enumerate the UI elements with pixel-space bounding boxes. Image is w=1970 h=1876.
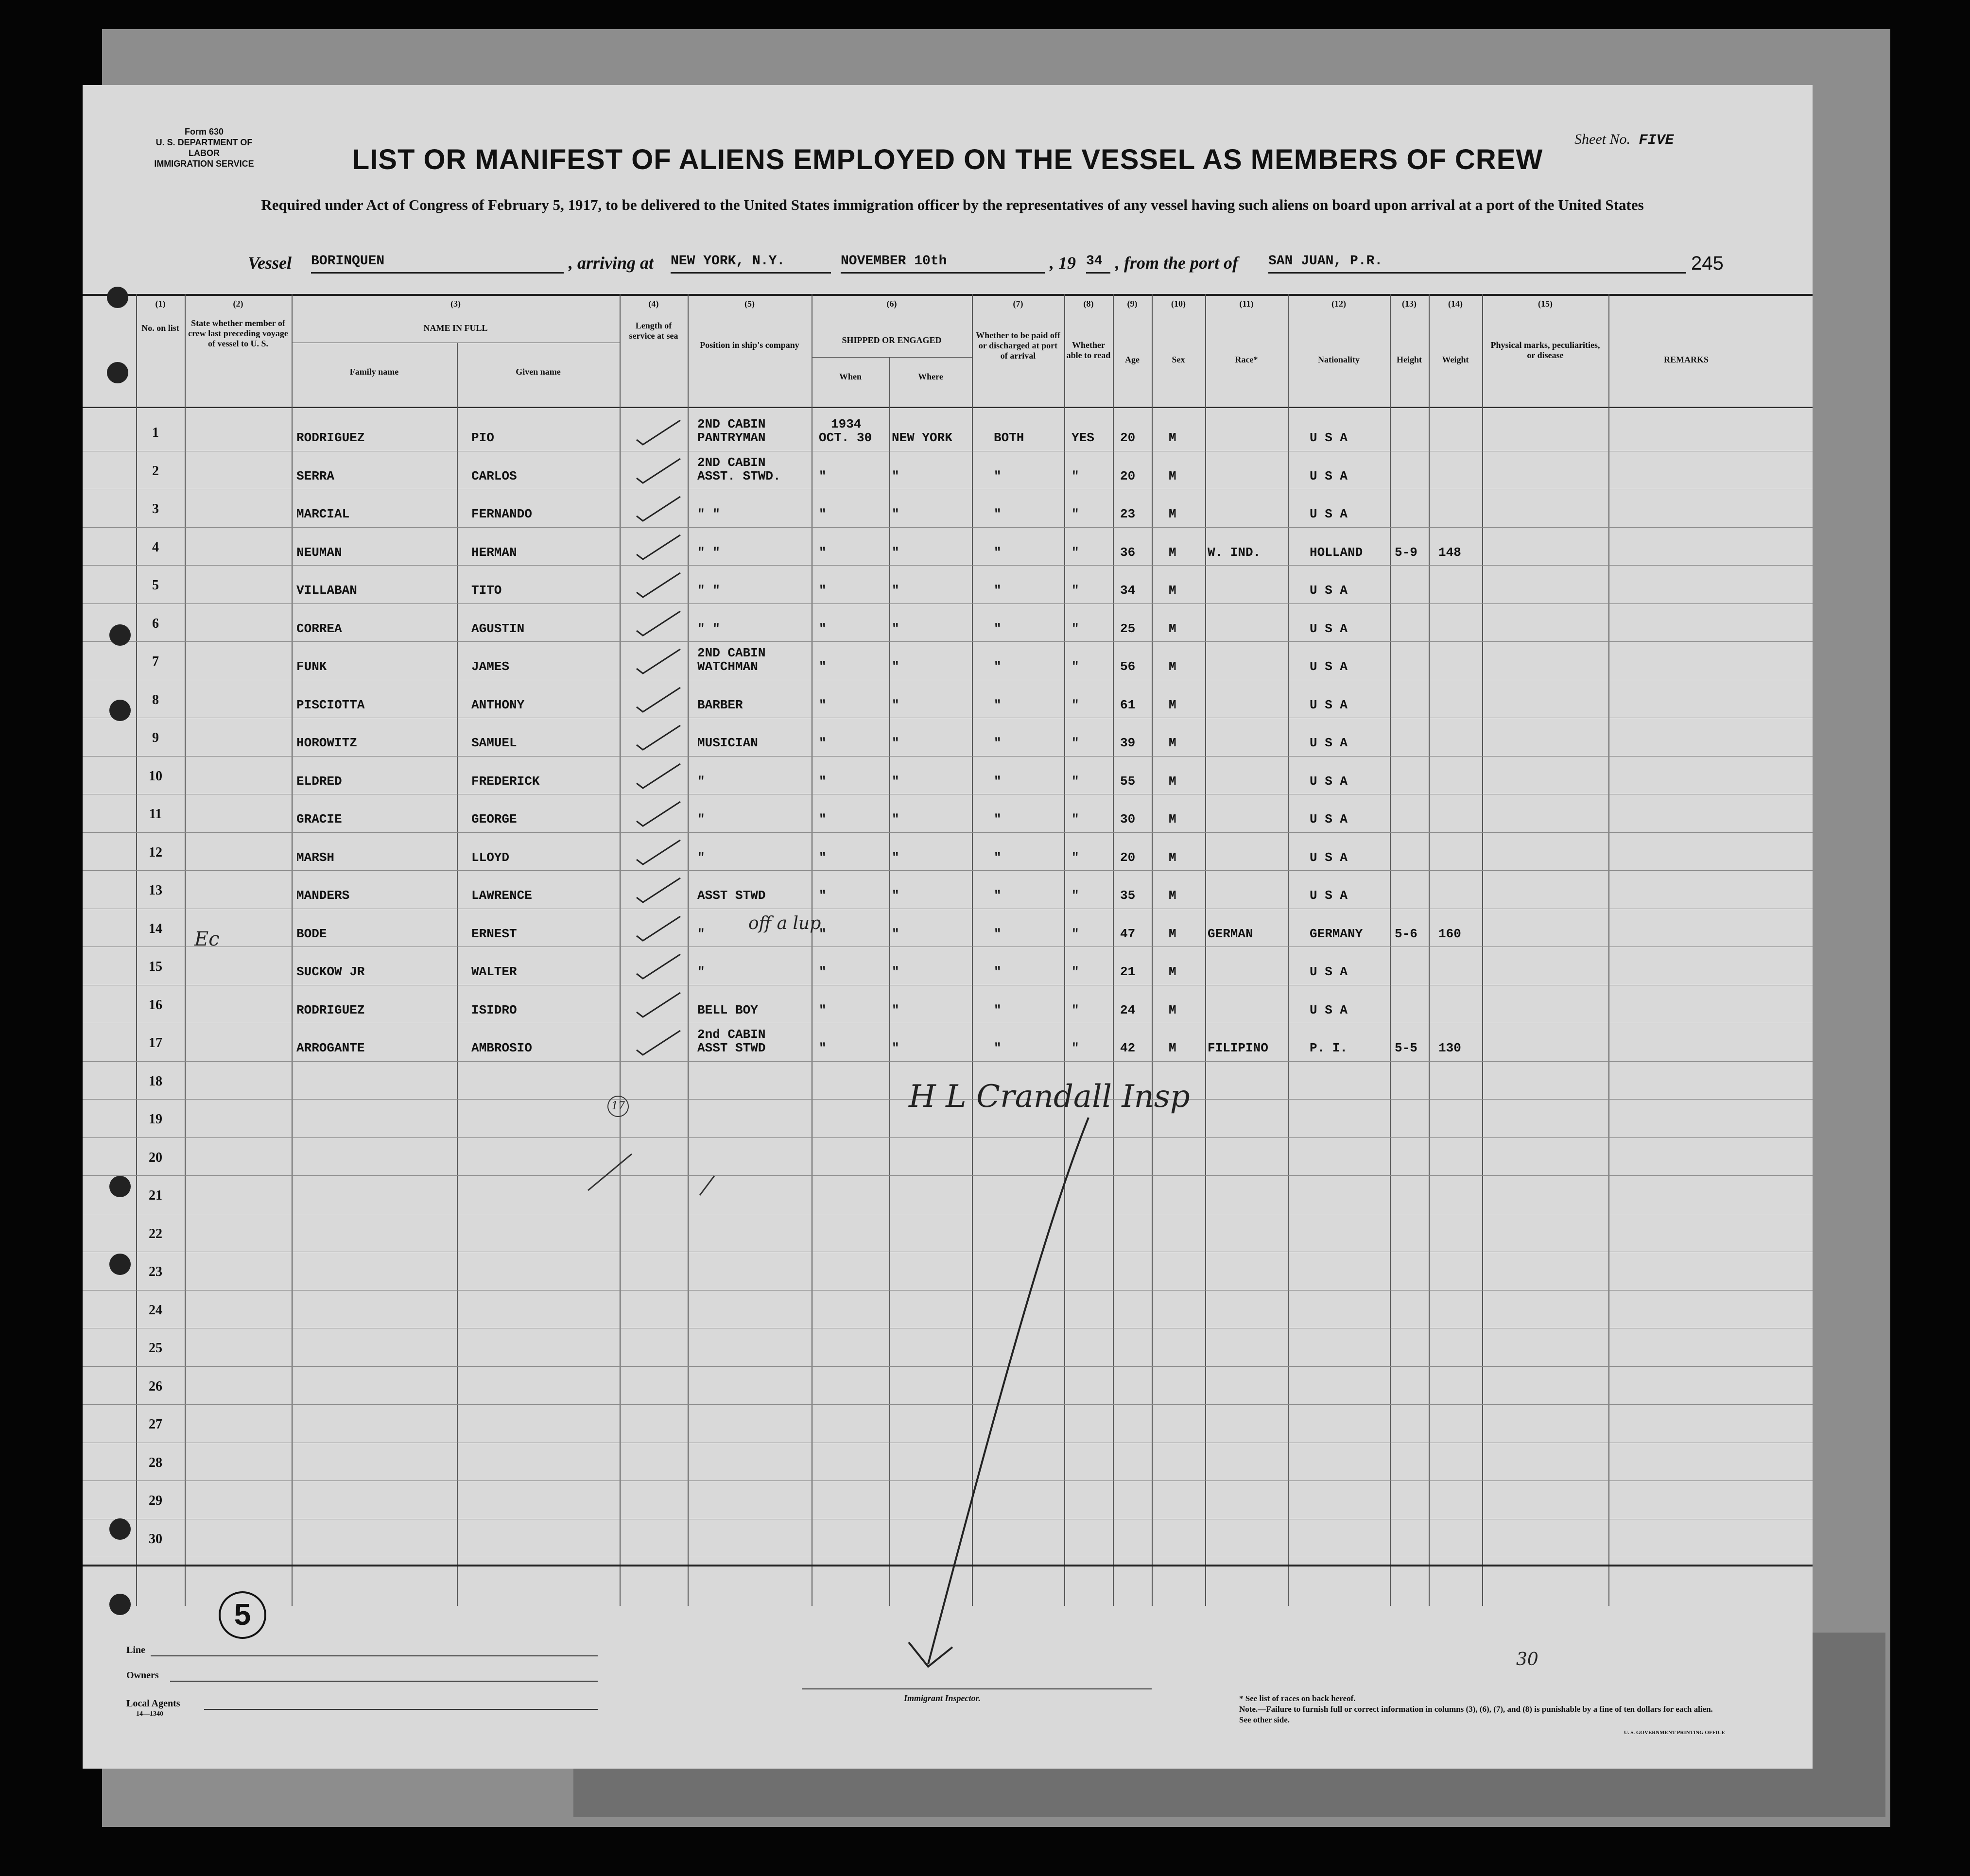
- row-number: 16: [149, 997, 162, 1013]
- nationality: U S A: [1310, 964, 1348, 979]
- manifest-form: [83, 85, 1813, 1769]
- row-number: 23: [149, 1264, 162, 1279]
- vessel-label: Vessel: [248, 253, 292, 273]
- paid-off: ": [994, 812, 1002, 826]
- owners-underline: [170, 1681, 598, 1682]
- agents-form-code: 14—1340: [136, 1710, 163, 1718]
- shipped-where: NEW YORK: [892, 430, 952, 445]
- family-name: ELDRED: [296, 774, 342, 789]
- family-name: MARSH: [296, 850, 335, 865]
- paid-off: ": [994, 1002, 1002, 1017]
- sex: M: [1169, 659, 1176, 674]
- able-to-read: YES: [1071, 430, 1094, 445]
- col9-number: (9): [1127, 299, 1138, 309]
- position-line1: 2ND CABIN: [697, 417, 766, 431]
- nationality: U S A: [1310, 621, 1348, 636]
- paid-off: ": [994, 507, 1002, 521]
- col3b-header: Given name: [516, 367, 561, 377]
- family-name: NEUMAN: [296, 545, 342, 560]
- sex: M: [1169, 621, 1176, 636]
- binder-hole: [109, 700, 131, 721]
- shipped-when: ": [819, 812, 827, 826]
- nationality: U S A: [1310, 774, 1348, 789]
- age: 20: [1120, 850, 1136, 865]
- position: ": [697, 774, 705, 789]
- age: 20: [1120, 430, 1136, 445]
- family-name: RODRIGUEZ: [296, 1002, 365, 1017]
- col6b-header: Where: [918, 372, 943, 381]
- nationality: P. I.: [1310, 1041, 1348, 1055]
- row-number: 27: [149, 1417, 162, 1432]
- position-line1: 2ND CABIN: [697, 455, 766, 470]
- shipped-when: ": [819, 1002, 827, 1017]
- binder-hole: [109, 1254, 131, 1275]
- col8-number: (8): [1083, 299, 1094, 309]
- printer-mark: U. S. GOVERNMENT PRINTING OFFICE: [1624, 1730, 1725, 1736]
- col1-header: No. on list: [141, 323, 179, 333]
- row-number: 2: [152, 463, 159, 479]
- able-to-read: ": [1071, 812, 1079, 826]
- col4-header: Length of service at sea: [629, 321, 678, 341]
- able-to-read: ": [1071, 545, 1079, 560]
- race: FILIPINO: [1208, 1041, 1268, 1055]
- col7-header: Whether to be paid off or discharged at port of arrival: [976, 330, 1060, 361]
- row-number: 19: [149, 1112, 162, 1127]
- weight: 160: [1438, 926, 1461, 941]
- family-name: PISCIOTTA: [296, 697, 365, 712]
- small-circled-number: 17: [607, 1096, 629, 1117]
- weight: 130: [1438, 1041, 1461, 1055]
- shipped-where: ": [892, 888, 899, 903]
- binder-hole: [109, 1518, 131, 1540]
- family-name: HOROWITZ: [296, 736, 357, 750]
- nationality: U S A: [1310, 850, 1348, 865]
- binder-hole: [109, 1176, 131, 1197]
- able-to-read: ": [1071, 1002, 1079, 1017]
- shipped-where: ": [892, 659, 899, 674]
- row-number: 4: [152, 539, 159, 555]
- paid-off: ": [994, 926, 1002, 941]
- col15-header: Physical marks, peculiarities, or disease: [1490, 340, 1600, 360]
- position: BARBER: [697, 697, 743, 712]
- given-name: LLOYD: [471, 850, 510, 865]
- col2-header: State whether member of crew last preceding voyage of vessel to U. S.: [188, 318, 288, 348]
- page-number: 245: [1691, 253, 1724, 274]
- given-name: FREDERICK: [471, 774, 540, 789]
- given-name: PIO: [471, 430, 494, 445]
- able-to-read: ": [1071, 888, 1079, 903]
- age: 42: [1120, 1041, 1136, 1055]
- form-subtitle: Required under Act of Congress of February 5, 1917, to be delivered to the United States immigration officer by the representatives of any vessel having such aliens on board upon arrival at a port of the United States: [261, 196, 1644, 213]
- row14-voyage-note: Ec: [194, 928, 220, 950]
- col11-number: (11): [1239, 299, 1254, 309]
- paid-off: ": [994, 545, 1002, 560]
- col4-number: (4): [648, 299, 659, 309]
- line-underline: [151, 1655, 598, 1656]
- arriving-label: , arriving at: [569, 253, 654, 273]
- shipped-when: ": [819, 583, 827, 598]
- arrival-date: NOVEMBER 10th: [841, 254, 1045, 274]
- row-number: 24: [149, 1302, 162, 1318]
- col16-header: REMARKS: [1663, 355, 1709, 364]
- given-name: HERMAN: [471, 545, 517, 560]
- nationality: U S A: [1310, 812, 1348, 826]
- nationality: HOLLAND: [1310, 545, 1363, 560]
- col11-header: Race*: [1235, 355, 1258, 364]
- col3-header: NAME IN FULL: [423, 323, 488, 333]
- shipped-when: ": [819, 697, 827, 712]
- shipped-where: ": [892, 583, 899, 598]
- col9-header: Age: [1125, 355, 1140, 364]
- sex: M: [1169, 850, 1176, 865]
- position: BELL BOY: [697, 1002, 758, 1017]
- inspector-label: Immigrant Inspector.: [904, 1693, 981, 1703]
- from-value: SAN JUAN, P.R.: [1268, 254, 1686, 274]
- given-name: ISIDRO: [471, 1002, 517, 1017]
- sex: M: [1169, 468, 1176, 483]
- family-name: MANDERS: [296, 888, 350, 903]
- paid-off: ": [994, 888, 1002, 903]
- bottom-tally: 30: [1516, 1650, 1538, 1669]
- paid-off: ": [994, 1041, 1002, 1055]
- shipped-when: ": [819, 621, 827, 636]
- sheet-value: FIVE: [1639, 132, 1674, 149]
- shipped-where: ": [892, 964, 899, 979]
- position: ": [697, 964, 705, 979]
- shipped-where: ": [892, 736, 899, 750]
- line-label: Line: [126, 1645, 145, 1655]
- family-name: SERRA: [296, 468, 335, 483]
- age: 36: [1120, 545, 1136, 560]
- row-number: 29: [149, 1493, 162, 1508]
- binder-hole: [109, 624, 131, 646]
- able-to-read: ": [1071, 964, 1079, 979]
- shipped-when: ": [819, 659, 827, 674]
- able-to-read: ": [1071, 507, 1079, 521]
- paid-off: ": [994, 964, 1002, 979]
- shipped-where: ": [892, 697, 899, 712]
- arriving-value: NEW YORK, N.Y.: [671, 254, 831, 274]
- nationality: U S A: [1310, 430, 1348, 445]
- family-name: MARCIAL: [296, 507, 350, 521]
- shipped-where: ": [892, 1002, 899, 1017]
- sheet-circle-number: 5: [219, 1591, 266, 1639]
- family-name: RODRIGUEZ: [296, 430, 365, 445]
- col10-number: (10): [1171, 299, 1186, 309]
- row-number: 14: [149, 921, 162, 936]
- family-name: ARROGANTE: [296, 1041, 365, 1055]
- col10-header: Sex: [1172, 355, 1185, 364]
- row-number: 11: [149, 807, 162, 822]
- paid-off: ": [994, 468, 1002, 483]
- col2-number: (2): [233, 299, 243, 309]
- age: 47: [1120, 926, 1136, 941]
- given-name: ERNEST: [471, 926, 517, 941]
- col6a-header: When: [839, 372, 862, 381]
- height: 5-9: [1395, 545, 1417, 560]
- sex: M: [1169, 697, 1176, 712]
- able-to-read: ": [1071, 659, 1079, 674]
- shipped-when: ": [819, 507, 827, 521]
- shipped-when: ": [819, 964, 827, 979]
- row-number: 9: [152, 730, 159, 745]
- row-number: 26: [149, 1378, 162, 1394]
- sex: M: [1169, 583, 1176, 598]
- inspector-underline: [802, 1688, 1152, 1689]
- row-number: 3: [152, 501, 159, 516]
- able-to-read: ": [1071, 468, 1079, 483]
- paid-off: ": [994, 774, 1002, 789]
- position: WATCHMAN: [697, 659, 758, 674]
- given-name: SAMUEL: [471, 736, 517, 750]
- paid-off: BOTH: [994, 430, 1024, 445]
- shipped-where: ": [892, 774, 899, 789]
- nationality: U S A: [1310, 468, 1348, 483]
- shipped-when: ": [819, 888, 827, 903]
- col12-header: Nationality: [1317, 355, 1360, 364]
- family-name: VILLABAN: [296, 583, 357, 598]
- agents-label: Local Agents: [126, 1698, 180, 1709]
- binder-hole: [107, 362, 128, 383]
- col8-header: Whether able to read: [1066, 340, 1111, 360]
- family-name: FUNK: [296, 659, 327, 674]
- nationality: U S A: [1310, 736, 1348, 750]
- sex: M: [1169, 1041, 1176, 1055]
- shipped-where: ": [892, 812, 899, 826]
- row-number: 12: [149, 844, 162, 860]
- shipped-where: ": [892, 468, 899, 483]
- paid-off: ": [994, 697, 1002, 712]
- col14-header: Weight: [1442, 355, 1469, 364]
- row-number: 25: [149, 1341, 162, 1356]
- row-number: 22: [149, 1226, 162, 1241]
- family-name: SUCKOW JR: [296, 964, 365, 979]
- row-number: 18: [149, 1073, 162, 1089]
- age: 56: [1120, 659, 1136, 674]
- able-to-read: ": [1071, 774, 1079, 789]
- given-name: CARLOS: [471, 468, 517, 483]
- position: " ": [697, 583, 720, 598]
- age: 61: [1120, 697, 1136, 712]
- sex: M: [1169, 812, 1176, 826]
- shipped-when: OCT. 30: [819, 430, 872, 445]
- age: 55: [1120, 774, 1136, 789]
- col3-number: (3): [450, 299, 461, 309]
- position: MUSICIAN: [697, 736, 758, 750]
- sex: M: [1169, 545, 1176, 560]
- col13-number: (13): [1402, 299, 1417, 309]
- vessel-value: BORINQUEN: [311, 254, 564, 274]
- family-name: GRACIE: [296, 812, 342, 826]
- age: 30: [1120, 812, 1136, 826]
- sex: M: [1169, 736, 1176, 750]
- col14-number: (14): [1448, 299, 1463, 309]
- row-number: 5: [152, 578, 159, 593]
- row-number: 10: [149, 768, 162, 784]
- given-name: ANTHONY: [471, 697, 525, 712]
- row-number: 17: [149, 1035, 162, 1050]
- given-name: LAWRENCE: [471, 888, 532, 903]
- given-name: WALTER: [471, 964, 517, 979]
- col15-number: (15): [1538, 299, 1553, 309]
- col12-number: (12): [1331, 299, 1346, 309]
- row14-position-note: off a lup: [748, 913, 821, 933]
- shipped-when: ": [819, 850, 827, 865]
- position: ": [697, 926, 705, 941]
- able-to-read: ": [1071, 697, 1079, 712]
- position-line1: 2nd CABIN: [697, 1027, 766, 1042]
- row-number: 6: [152, 616, 159, 631]
- nationality: U S A: [1310, 1002, 1348, 1017]
- able-to-read: ": [1071, 926, 1079, 941]
- row-number: 15: [149, 959, 162, 974]
- year-value: 34: [1086, 254, 1110, 274]
- sex: M: [1169, 1002, 1176, 1017]
- penalty-note: Note.—Failure to furnish full or correct information in columns (3), (6), (7), and (8) is punishable by a fine of ten dollars for each alien. See other side.: [1239, 1704, 1713, 1724]
- binder-hole: [107, 287, 128, 308]
- paid-off: ": [994, 736, 1002, 750]
- from-label: , from the port of: [1115, 253, 1239, 273]
- sex: M: [1169, 926, 1176, 941]
- age: 34: [1120, 583, 1136, 598]
- shipped-where: ": [892, 621, 899, 636]
- nationality: GERMANY: [1310, 926, 1363, 941]
- age: 39: [1120, 736, 1136, 750]
- position: ASST STWD: [697, 888, 766, 903]
- age: 23: [1120, 507, 1136, 521]
- race: GERMAN: [1208, 926, 1253, 941]
- sex: M: [1169, 964, 1176, 979]
- col6-header: SHIPPED OR ENGAGED: [842, 335, 942, 345]
- paid-off: ": [994, 850, 1002, 865]
- able-to-read: ": [1071, 850, 1079, 865]
- given-name: AMBROSIO: [471, 1041, 532, 1055]
- col13-header: Height: [1397, 355, 1422, 364]
- row-number: 20: [149, 1150, 162, 1165]
- position: ASST. STWD.: [697, 468, 781, 483]
- age: 35: [1120, 888, 1136, 903]
- shipped-when: ": [819, 736, 827, 750]
- sheet-label: Sheet No.: [1574, 131, 1630, 147]
- form-title: LIST OR MANIFEST OF ALIENS EMPLOYED ON THE VESSEL AS MEMBERS OF CREW: [352, 144, 1543, 175]
- able-to-read: ": [1071, 621, 1079, 636]
- year-label: , 19: [1050, 253, 1076, 273]
- binder-hole: [109, 1594, 131, 1615]
- col5-header: Position in ship's company: [700, 340, 799, 350]
- position: ": [697, 850, 705, 865]
- height: 5-6: [1395, 926, 1417, 941]
- col1-number: (1): [155, 299, 166, 309]
- age: 25: [1120, 621, 1136, 636]
- paid-off: ": [994, 583, 1002, 598]
- row-number: 13: [149, 883, 162, 898]
- inspector-signature: H L Crandall Insp: [909, 1079, 1190, 1115]
- sex: M: [1169, 888, 1176, 903]
- col6-number: (6): [886, 299, 897, 309]
- col3a-header: Family name: [349, 367, 399, 377]
- position: PANTRYMAN: [697, 430, 766, 445]
- owners-label: Owners: [126, 1670, 159, 1681]
- given-name: AGUSTIN: [471, 621, 525, 636]
- agents-underline: [204, 1709, 598, 1710]
- shipped-when: ": [819, 926, 827, 941]
- row-number: 1: [152, 425, 159, 440]
- given-name: TITO: [471, 583, 502, 598]
- given-name: JAMES: [471, 659, 510, 674]
- shipped-where: ": [892, 1041, 899, 1055]
- row-number: 21: [149, 1188, 162, 1203]
- position: ": [697, 812, 705, 826]
- row-number: 28: [149, 1455, 162, 1470]
- row-number: 7: [152, 654, 159, 669]
- shipped-where: ": [892, 507, 899, 521]
- position: " ": [697, 545, 720, 560]
- annotation-marks: [83, 85, 1813, 1769]
- given-name: GEORGE: [471, 812, 517, 826]
- nationality: U S A: [1310, 583, 1348, 598]
- position: ASST STWD: [697, 1041, 766, 1055]
- col7-number: (7): [1013, 299, 1023, 309]
- sex: M: [1169, 774, 1176, 789]
- nationality: U S A: [1310, 659, 1348, 674]
- able-to-read: ": [1071, 583, 1079, 598]
- shipped-where: ": [892, 545, 899, 560]
- shipped-year: 1934: [831, 417, 862, 431]
- age: 21: [1120, 964, 1136, 979]
- race: W. IND.: [1208, 545, 1261, 560]
- paid-off: ": [994, 621, 1002, 636]
- nationality: U S A: [1310, 507, 1348, 521]
- row-number: 30: [149, 1531, 162, 1547]
- races-note: * See list of races on back hereof.: [1239, 1694, 1356, 1703]
- shipped-when: ": [819, 1041, 827, 1055]
- able-to-read: ": [1071, 1041, 1079, 1055]
- position: " ": [697, 507, 720, 521]
- col5-number: (5): [744, 299, 755, 309]
- shipped-where: ": [892, 850, 899, 865]
- age: 20: [1120, 468, 1136, 483]
- position-line1: 2ND CABIN: [697, 646, 766, 660]
- shipped-when: ": [819, 774, 827, 789]
- sex: M: [1169, 507, 1176, 521]
- shipped-when: ": [819, 545, 827, 560]
- age: 24: [1120, 1002, 1136, 1017]
- footer-notes: [1239, 1693, 1725, 1738]
- nationality: U S A: [1310, 888, 1348, 903]
- family-name: BODE: [296, 926, 327, 941]
- nationality: U S A: [1310, 697, 1348, 712]
- form-identifier: Form 630 U. S. DEPARTMENT OF LABOR IMMIGRATION SERVICE: [154, 127, 254, 169]
- height: 5-5: [1395, 1041, 1417, 1055]
- given-name: FERNANDO: [471, 507, 532, 521]
- able-to-read: ": [1071, 736, 1079, 750]
- shipped-where: ": [892, 926, 899, 941]
- shipped-when: ": [819, 468, 827, 483]
- sex: M: [1169, 430, 1176, 445]
- row-number: 8: [152, 692, 159, 707]
- paid-off: ": [994, 659, 1002, 674]
- family-name: CORREA: [296, 621, 342, 636]
- weight: 148: [1438, 545, 1461, 560]
- position: " ": [697, 621, 720, 636]
